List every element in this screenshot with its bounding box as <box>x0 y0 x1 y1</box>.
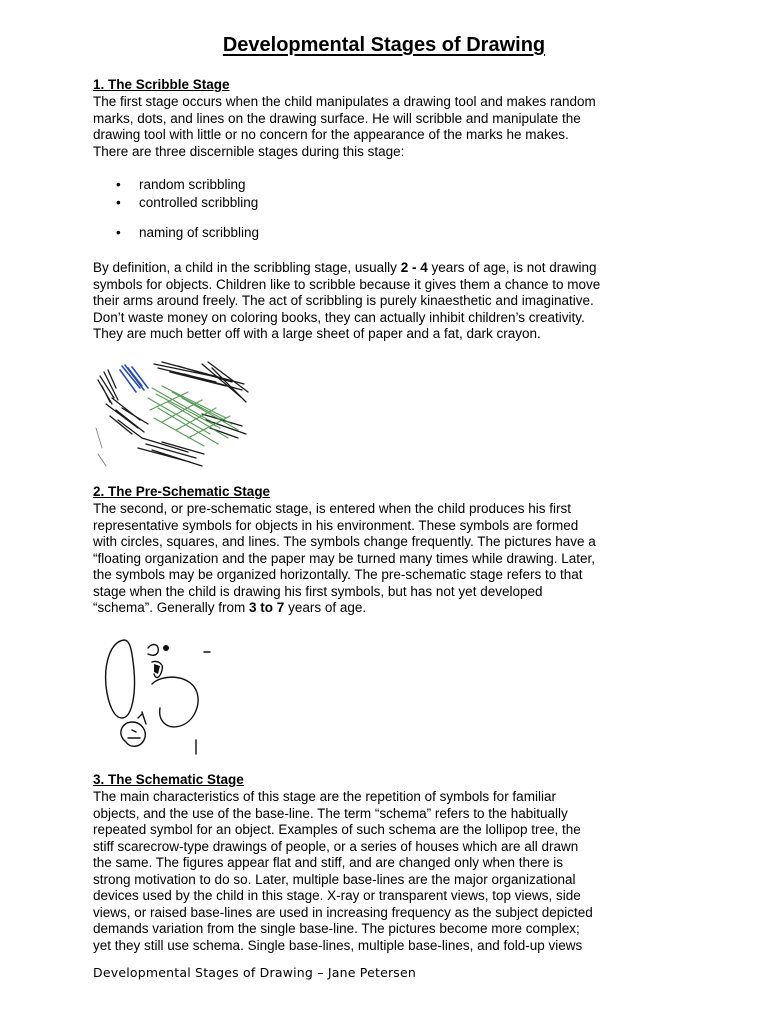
text-line: stiff scarecrow-type drawings of people, or a series of houses which are all drawn <box>93 838 579 854</box>
text-line: the symbols may be organized horizontally. The pre-schematic stage refers to that <box>93 567 583 582</box>
bullet-item <box>116 225 259 242</box>
age-range-bold: 2 - 4 <box>400 260 428 275</box>
page-title: Developmental Stages of Drawing <box>222 34 546 56</box>
section-heading-pre-schematic: 2. The Pre-Schematic Stage <box>93 484 271 499</box>
pre-schematic-paragraph <box>93 501 683 617</box>
scribble-intro-paragraph <box>93 94 683 160</box>
text-line <box>93 600 683 617</box>
text-line: Don’t waste money on coloring books, they can actually inhibit children’s creativity. <box>93 309 585 325</box>
text-line: views, or raised base-lines are used in increasing frequency as the subject depicted <box>93 904 593 920</box>
bullet-item <box>116 195 258 212</box>
text-line: stage when the child is drawing his first symbols, but has not yet developed <box>93 583 543 599</box>
bullet-icon: • <box>116 195 121 210</box>
schematic-paragraph <box>93 789 683 954</box>
text-line: yet they still use schema. Single base-lines, multiple base-lines, and fold-up views <box>93 937 583 953</box>
bullet-icon: • <box>116 177 121 192</box>
text-line: They are much better off with a large sheet of paper and a fat, dark crayon. <box>93 326 541 341</box>
scribble-body-paragraph <box>93 260 683 343</box>
text-line: devices used by the child in this stage. X-ray or transparent views, top views, side <box>93 888 581 903</box>
text-line: “floating organization and the paper may be turned many times while drawing. Later, <box>93 550 596 566</box>
text-line: with circles, squares, and lines. The symbols change frequently. The pictures have a <box>93 534 596 549</box>
text-line: The second, or pre-schematic stage, is entered when the child produces his first <box>93 501 571 516</box>
bullet-text: random scribbling <box>139 177 246 192</box>
text-run: years of age. <box>284 600 367 615</box>
section-heading-schematic: 3. The Schematic Stage <box>93 772 244 787</box>
pre-schematic-drawing-illustration <box>100 634 220 758</box>
text-line: drawing tool with little or no concern for the appearance of the marks he makes. <box>93 127 569 142</box>
age-range-bold: 3 to 7 <box>249 600 285 615</box>
text-line: strong motivation to do so. Later, multiple base-lines are the major organizational <box>93 871 576 887</box>
bullet-text: naming of scribbling <box>139 225 260 240</box>
text-line: symbols for objects. Children like to scribble because it gives them a chance to move <box>93 276 601 292</box>
text-line <box>93 260 683 277</box>
page-footer: Developmental Stages of Drawing – Jane Petersen <box>93 965 417 980</box>
scribble-drawing-illustration <box>92 358 254 470</box>
text-run: By definition, a child in the scribbling stage, usually <box>93 260 401 275</box>
text-line: demands variation from the single base-line. The pictures become more complex; <box>93 921 580 936</box>
text-line: representative symbols for objects in his environment. These symbols are formed <box>93 517 579 533</box>
section-heading-scribble: 1. The Scribble Stage <box>93 77 230 92</box>
text-line: objects, and the use of the base-line. The term “schema” refers to the habitually <box>93 805 568 821</box>
bullet-item <box>116 177 246 194</box>
text-line: There are three discernible stages during this stage: <box>93 143 405 159</box>
bullet-icon: • <box>116 225 121 240</box>
text-run: “schema”. Generally from <box>93 600 250 615</box>
text-line: their arms around freely. The act of scribbling is purely kinaesthetic and imaginative. <box>93 293 594 308</box>
text-line: The main characteristics of this stage are the repetition of symbols for familiar <box>93 789 556 804</box>
text-run: years of age, is not drawing <box>427 260 597 275</box>
text-line: repeated symbol for an object. Examples of such schema are the lollipop tree, the <box>93 822 581 837</box>
text-line: The first stage occurs when the child manipulates a drawing tool and makes random <box>93 94 596 109</box>
text-line: the same. The figures appear flat and stiff, and are changed only when there is <box>93 855 564 870</box>
bullet-text: controlled scribbling <box>139 195 259 210</box>
text-line: marks, dots, and lines on the drawing surface. He will scribble and manipulate the <box>93 110 581 126</box>
